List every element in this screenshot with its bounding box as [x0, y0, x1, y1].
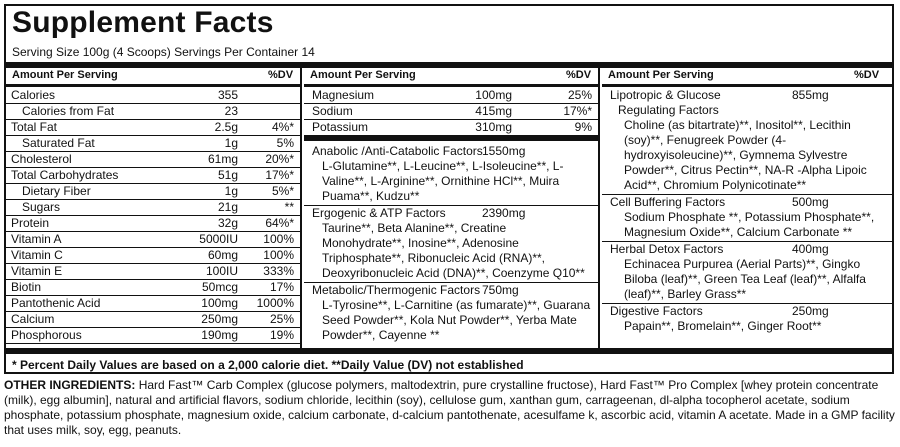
factor-ingredients: Choline (as bitartrate)**, Inositol**, Lecithin (soy)**, Fenugreek Powder (4-hydroxyisoleucine)**, Gymnema Sylvestre Powder**, Citrus Pectin**, NA-R -Alpha Lipoic Acid**, Chromium Polynicotinate**: [624, 118, 867, 192]
thick-divider: [6, 348, 892, 354]
nutrient-amount: 51g: [217, 168, 238, 182]
nutrient-row: [6, 120, 300, 136]
factor-block: [602, 88, 892, 193]
nutrient-dv: 1000%: [256, 296, 294, 310]
nutrient-amount: 21g: [217, 200, 238, 214]
nutrient-row: [6, 200, 300, 216]
amount-per-serving-label: Amount Per Serving: [12, 69, 118, 81]
nutrient-amount: 61mg: [207, 152, 238, 166]
factor-amount: 750mg: [482, 283, 519, 297]
mineral-dv: 17%*: [563, 104, 592, 118]
nutrient-name: Cholesterol: [11, 152, 72, 166]
factor-ingredients: Papain**, Bromelain**, Ginger Root**: [624, 319, 822, 333]
nutrient-row: [6, 184, 300, 200]
header-rule: [602, 84, 892, 87]
nutrient-rows: [6, 88, 300, 344]
nutrient-dv: 100%: [263, 232, 294, 246]
nutrient-amount: 100mg: [201, 296, 238, 310]
column-1: [6, 68, 302, 348]
other-ingredients: [4, 378, 896, 438]
factor-header: [602, 242, 892, 257]
nutrient-dv: 17%*: [265, 168, 294, 182]
nutrient-dv: 333%: [263, 264, 294, 278]
nutrient-name: Pantothenic Acid: [11, 296, 101, 310]
nutrient-dv: 4%*: [271, 120, 294, 134]
nutrient-row: [6, 168, 300, 184]
nutrient-row: [6, 88, 300, 104]
factor-ingredients: Taurine**, Beta Alanine**, Creatine Monohydrate**, Inosine**, Adenosine Triphosphate**, Ribonucleic Acid (RNA)**, Deoxyribonucleic Acid (DNA)**, Coenzyme Q10**: [322, 221, 585, 280]
nutrient-name: Calories: [11, 88, 56, 102]
nutrient-row: [6, 152, 300, 168]
nutrient-name: Vitamin E: [11, 264, 63, 278]
nutrient-name: Protein: [11, 216, 50, 230]
nutrient-row: [6, 216, 300, 232]
nutrient-dv: 20%*: [265, 152, 294, 166]
mineral-rows: [304, 88, 598, 136]
nutrient-amount: 190mg: [201, 328, 238, 342]
nutrient-dv: 5%: [276, 136, 294, 150]
factor-amount: 500mg: [792, 195, 829, 209]
factor-header: [304, 206, 598, 221]
column-header: [304, 68, 598, 82]
nutrient-amount: 2.5g: [214, 120, 238, 134]
factor-block: [602, 194, 892, 240]
factor-amount: 400mg: [792, 242, 829, 256]
nutrient-amount: 60mg: [207, 248, 238, 262]
factor-blocks: [602, 88, 892, 334]
dv-label: %DV: [854, 69, 880, 81]
amount-per-serving-label: Amount Per Serving: [310, 69, 416, 81]
factor-header: [304, 144, 598, 159]
factor-header: [602, 88, 892, 103]
nutrient-name: Calcium: [11, 312, 55, 326]
factor-name: Ergogenic & ATP Factors: [312, 206, 446, 220]
thick-divider: [304, 135, 598, 141]
factor-ingredients: L-Glutamine**, L-Leucine**, L-Isoleucine**, L-Valine**, L-Arginine**, Ornithine HCl**, Muira Puama**, Kudzu**: [322, 159, 564, 203]
mineral-amount: 415mg: [475, 104, 512, 118]
mineral-name: Potassium: [312, 120, 369, 134]
column-2: [304, 68, 600, 348]
factor-header: [602, 304, 892, 319]
factor-name: Herbal Detox Factors: [610, 242, 724, 256]
factor-amount: 855mg: [792, 88, 829, 102]
nutrient-dv: 100%: [263, 248, 294, 262]
nutrient-name: Sugars: [22, 200, 61, 214]
nutrient-row: [6, 104, 300, 120]
mineral-row: [304, 120, 598, 136]
serving-info: Serving Size 100g (4 Scoops) Servings Per Container 14: [12, 45, 315, 59]
nutrient-dv: 25%: [269, 312, 294, 326]
column-header: [6, 68, 300, 82]
nutrient-row: [6, 312, 300, 328]
nutrient-name: Vitamin C: [11, 248, 63, 262]
dv-label: %DV: [566, 69, 592, 81]
factor-block: [602, 241, 892, 302]
factor-ingredients: Sodium Phosphate **, Potassium Phosphate**, Magnesium Oxide**, Calcium Carbonate **: [624, 210, 875, 239]
factor-blocks: [304, 144, 598, 343]
dv-label: %DV: [268, 69, 294, 81]
factor-block: [304, 144, 598, 204]
nutrient-name: Dietary Fiber: [22, 184, 91, 198]
nutrient-dv: **: [284, 200, 294, 214]
nutrient-row: [6, 296, 300, 312]
factor-ingredients: L-Tyrosine**, L-Carnitine (as fumarate)**, Guarana Seed Powder**, Kola Nut Powder**, Yerba Mate Powder**, Cayenne **: [322, 298, 591, 342]
nutrient-dv: 5%*: [271, 184, 294, 198]
nutrient-row: [6, 264, 300, 280]
nutrient-amount: 100IU: [205, 264, 238, 278]
factor-name: Digestive Factors: [610, 304, 703, 318]
factor-amount: 250mg: [792, 304, 829, 318]
factor-name: Lipotropic & Glucose: [610, 88, 721, 102]
factor-name: Metabolic/Thermogenic Factors: [312, 283, 481, 297]
nutrient-row: [6, 248, 300, 264]
mineral-dv: 9%: [574, 120, 592, 134]
nutrient-amount: 1g: [224, 184, 238, 198]
mineral-amount: 100mg: [475, 88, 512, 102]
mineral-row: [304, 104, 598, 120]
mineral-name: Sodium: [312, 104, 353, 118]
dv-footnote: * Percent Daily Values are based on a 2,000 calorie diet. **Daily Value (DV) not established: [12, 358, 524, 372]
factor-block: [602, 303, 892, 334]
other-ingredients-label: OTHER INGREDIENTS:: [4, 378, 136, 392]
nutrient-amount: 5000IU: [199, 232, 238, 246]
factor-header: [602, 195, 892, 210]
nutrient-row: [6, 136, 300, 152]
factor-subtitle: Regulating Factors: [618, 103, 719, 117]
nutrient-name: Phosphorous: [11, 328, 82, 342]
mineral-name: Magnesium: [312, 88, 375, 102]
factor-amount: 2390mg: [482, 206, 526, 220]
header-rule: [304, 84, 598, 87]
nutrient-amount: 250mg: [201, 312, 238, 326]
factor-block: [304, 205, 598, 281]
nutrient-row: [6, 232, 300, 248]
factor-ingredients: Echinacea Purpurea (Aerial Parts)**, Gingko Biloba (leaf)**, Green Tea Leaf (leaf)**, Alfalfa (leaf)**, Barley Grass**: [624, 257, 866, 301]
nutrient-row: [6, 328, 300, 344]
factor-block: [304, 282, 598, 343]
amount-per-serving-label: Amount Per Serving: [608, 69, 714, 81]
factor-header: [304, 283, 598, 298]
nutrient-name: Calories from Fat: [22, 104, 115, 118]
column-3: [602, 68, 892, 348]
nutrient-name: Saturated Fat: [22, 136, 95, 150]
nutrient-columns: [6, 68, 892, 348]
panel-title: Supplement Facts: [12, 6, 274, 39]
mineral-dv: 25%: [567, 88, 592, 102]
mineral-amount: 310mg: [475, 120, 512, 134]
nutrient-name: Vitamin A: [11, 232, 62, 246]
nutrient-amount: 355: [217, 88, 238, 102]
header-rule: [6, 84, 300, 87]
mineral-row: [304, 88, 598, 104]
factor-name: Cell Buffering Factors: [610, 195, 726, 209]
nutrient-amount: 1g: [224, 136, 238, 150]
factor-name: Anabolic /Anti-Catabolic Factors: [312, 144, 483, 158]
nutrient-name: Total Carbohydrates: [11, 168, 119, 182]
nutrient-amount: 23: [224, 104, 238, 118]
nutrient-name: Total Fat: [11, 120, 58, 134]
nutrient-dv: 64%*: [265, 216, 294, 230]
nutrient-row: [6, 280, 300, 296]
nutrient-amount: 50mcg: [201, 280, 238, 294]
other-ingredients-text: Hard Fast™ Carb Complex (glucose polymers, maltodextrin, pure crystalline fructose), Hard Fast™ Pro Complex [whey protein concentrate (milk), egg albumin], natural and artificial flavors, sodium chloride, lecithin (soy), cellulose gum, xanthan gum, carrageenan, dl-alpha tocopherol acetate, sodium phosphate, potassium phosphate, magnesium oxide, calcium carbonate, d-calcium pantothenate, acesulfame k, ascorbic acid, vitamin A acetate. Made in a GMP facility that uses milk, soy, egg, peanuts.: [4, 378, 895, 437]
nutrient-name: Biotin: [11, 280, 42, 294]
nutrient-dv: 17%: [269, 280, 294, 294]
supplement-facts-panel: [4, 4, 894, 374]
nutrient-dv: 19%: [269, 328, 294, 342]
nutrient-amount: 32g: [217, 216, 238, 230]
factor-amount: 1550mg: [482, 144, 526, 158]
column-header: [602, 68, 892, 82]
